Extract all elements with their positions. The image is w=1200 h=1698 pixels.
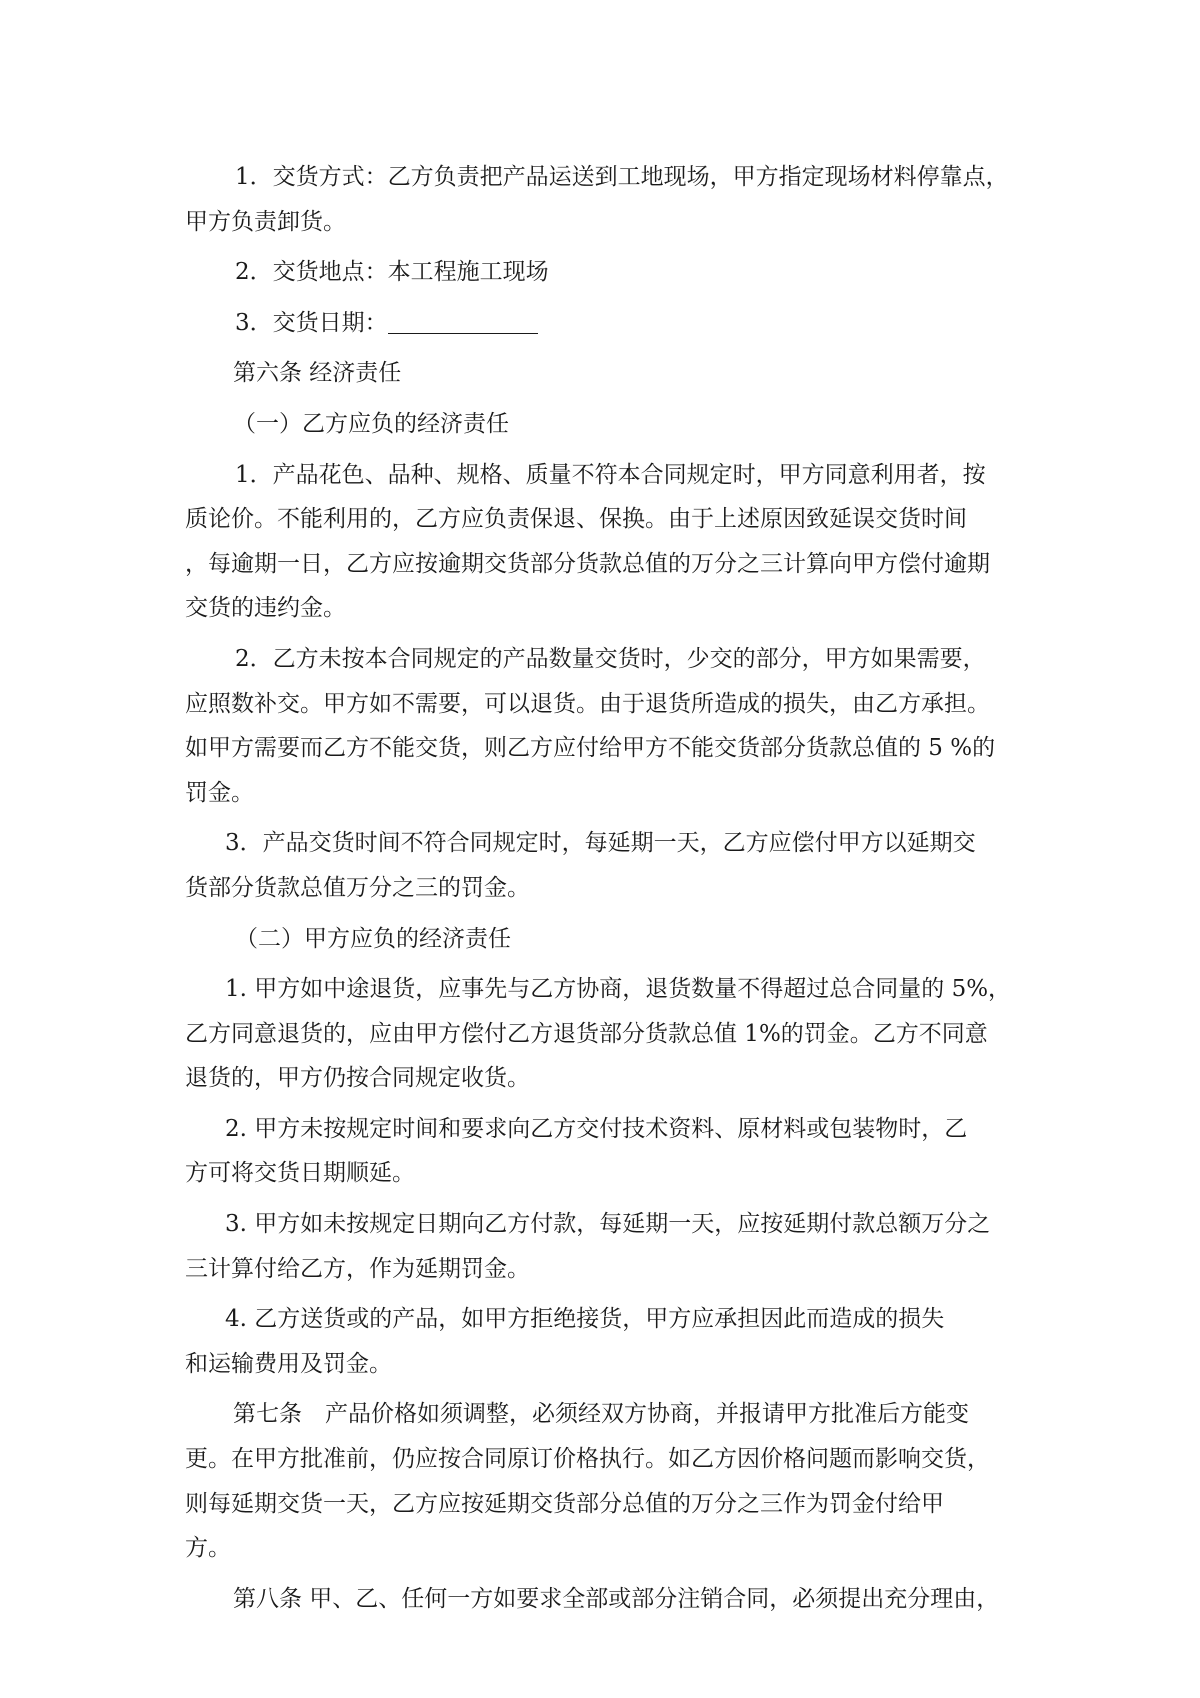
text-line: 应照数补交。甲方如不需要，可以退货。由于退货所造成的损失，由乙方承担。 xyxy=(185,690,990,717)
text-line: 1．产品花色、品种、规格、质量不符本合同规定时，甲方同意利用者，按 xyxy=(235,461,986,488)
text-line: 三计算付给乙方，作为延期罚金。 xyxy=(185,1255,530,1282)
text-line: 3．交货日期： xyxy=(185,301,1035,346)
paragraph xyxy=(185,402,1035,447)
text-line: 质论价。不能利用的，乙方应负责保退、保换。由于上述原因致延误交货时间 xyxy=(185,506,967,533)
paragraph xyxy=(185,250,1035,295)
paragraph xyxy=(185,637,1035,815)
paragraph xyxy=(185,1202,1035,1291)
text-line: 和运输费用及罚金。 xyxy=(185,1350,392,1377)
text-line: 方可将交货日期顺延。 xyxy=(185,1160,415,1187)
text-line: 3. 甲方如未按规定日期向乙方付款，每延期一天，应按延期付款总额万分之 xyxy=(225,1211,991,1238)
paragraph xyxy=(185,917,1035,962)
paragraph xyxy=(185,1577,1035,1622)
text-line: 4. 乙方送货或的产品，如甲方拒绝接货，甲方应承担因此而造成的损失 xyxy=(225,1306,945,1333)
text-line: 第六条 经济责任 xyxy=(233,360,402,387)
paragraph xyxy=(185,967,1035,1101)
paragraph xyxy=(185,1107,1035,1196)
text-line: 第八条 甲、乙、任何一方如要求全部或部分注销合同，必须提出充分理由， xyxy=(233,1585,1000,1612)
text-line: 更。在甲方批准前，仍应按合同原订价格执行。如乙方因价格问题而影响交货， xyxy=(185,1446,990,1473)
paragraph xyxy=(185,453,1035,631)
paragraph xyxy=(185,301,1035,346)
text-line: 1. 甲方如中途退货，应事先与乙方协商，退货数量不得超过总合同量的 5%， xyxy=(225,976,1012,1003)
text-line: 退货的，甲方仍按合同规定收货。 xyxy=(185,1065,530,1092)
text-line: 2. 甲方未按规定时间和要求向乙方交付技术资料、原材料或包装物时，乙 xyxy=(225,1115,968,1142)
fill-in-blank xyxy=(388,307,538,334)
text-line: 货部分货款总值万分之三的罚金。 xyxy=(185,874,530,901)
document-body xyxy=(185,155,1035,1627)
paragraph xyxy=(185,1392,1035,1570)
text-line: 交货的违约金。 xyxy=(185,595,346,622)
paragraph xyxy=(185,351,1035,396)
text-line: （一）乙方应负的经济责任 xyxy=(233,410,509,437)
text-line: 甲方负责卸货。 xyxy=(185,208,346,235)
text-line: 第七条 产品价格如须调整，必须经双方协商，并报请甲方批准后方能变 xyxy=(233,1401,969,1428)
text-line: 1．交货方式：乙方负责把产品运送到工地现场，甲方指定现场材料停靠点， xyxy=(235,164,1009,190)
paragraph xyxy=(185,155,1035,244)
text-line: 3．产品交货时间不符合同规定时，每延期一天，乙方应偿付甲方以延期交 xyxy=(225,830,976,857)
text-line: 如甲方需要而乙方不能交货，则乙方应付给甲方不能交货部分货款总值的 5 %的 xyxy=(185,735,996,762)
text-line: ，每逾期一日，乙方应按逾期交货部分货款总值的万分之三计算向甲方偿付逾期 xyxy=(185,550,990,577)
text-line: 2．乙方未按本合同规定的产品数量交货时，少交的部分，甲方如果需要， xyxy=(235,645,986,672)
text-line: 方。 xyxy=(185,1535,231,1562)
text-line: 乙方同意退货的，应由甲方偿付乙方退货部分货款总值 1%的罚金。乙方不同意 xyxy=(185,1020,988,1047)
text-line: 罚金。 xyxy=(185,779,254,806)
paragraph xyxy=(185,1297,1035,1386)
text-line: （二）甲方应负的经济责任 xyxy=(235,925,511,952)
text-line: 则每延期交货一天，乙方应按延期交货部分总值的万分之三作为罚金付给甲 xyxy=(185,1490,944,1517)
text-line: 2．交货地点：本工程施工现场 xyxy=(235,259,549,286)
paragraph xyxy=(185,821,1035,910)
